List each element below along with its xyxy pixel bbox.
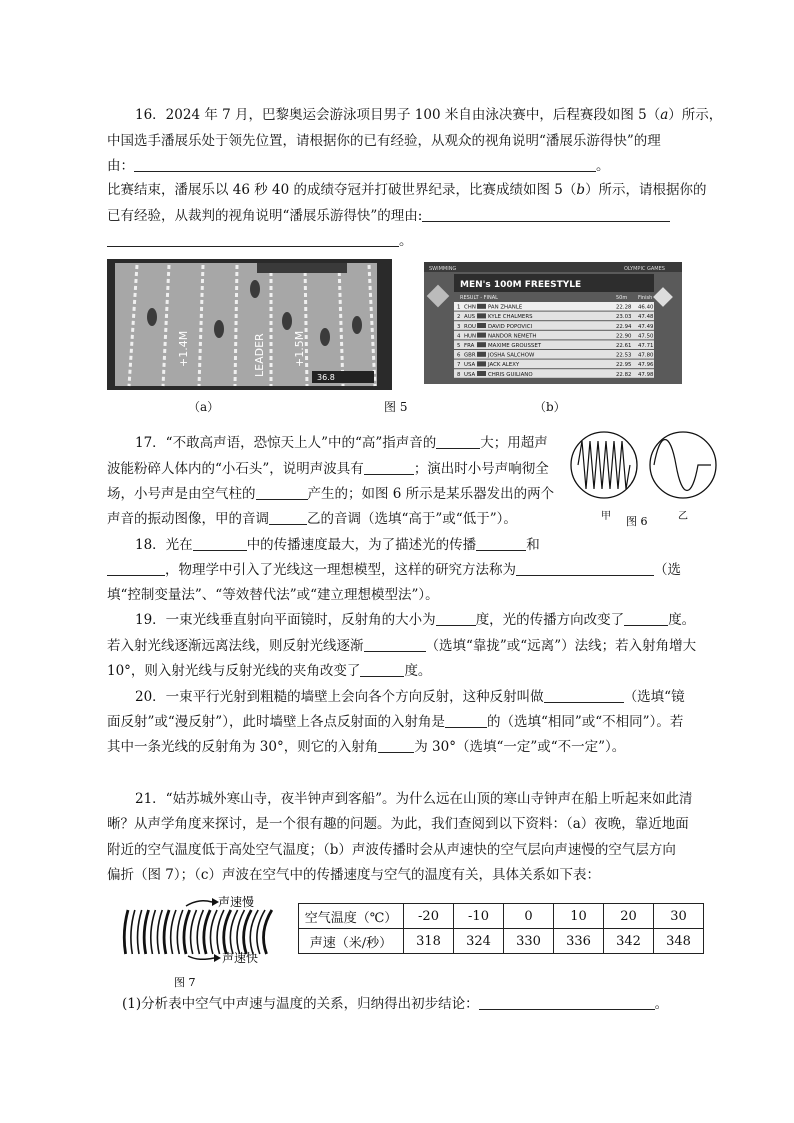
board-rank: 3: [457, 323, 461, 330]
board-rank: 7: [457, 362, 461, 369]
board-finish: 47.48: [638, 314, 654, 321]
table-cell: 318: [404, 929, 454, 954]
q16-line3: [107, 157, 610, 175]
board-rank: 1: [457, 304, 461, 311]
flag-icon: [477, 333, 486, 338]
q18-line2: [107, 561, 681, 579]
q16-fig-a-ref: a: [660, 107, 669, 123]
q16-text: 中国选手潘展乐处于领先位置，请根据你的已有经验，从观众的视角说明“潘展乐游得快”的理: [107, 133, 661, 149]
table-cell: 348: [654, 929, 704, 954]
q19-line1: [135, 611, 695, 629]
q19-text: 19．一束光线垂直射向平面镜时，反射角的大小为: [135, 612, 436, 628]
board-split: 22.53: [616, 352, 632, 359]
table-cell: 336: [554, 929, 604, 954]
q17-text: 产生的；如图 6 所示是某乐器发出的两个: [307, 486, 555, 502]
q20-blank-3[interactable]: [378, 738, 414, 753]
wavefront-line: [171, 910, 176, 954]
label-slow: 声速慢: [218, 895, 255, 909]
table-row-speed: [299, 929, 704, 954]
q16-answer-blank-3[interactable]: [107, 232, 399, 247]
figure-7-sound-refraction: [118, 890, 288, 990]
q16-line5: [107, 207, 670, 225]
wavefront-lines: [124, 910, 272, 954]
q18-blank-3[interactable]: [107, 561, 165, 576]
q17-line3: [107, 485, 554, 503]
fig5b-caption: （b）: [534, 400, 566, 414]
waveform-jia: [571, 432, 637, 498]
q20-blank-1[interactable]: [544, 688, 624, 703]
wavefront-line: [157, 910, 162, 954]
q17-text: 声音的振动图像，甲的音调: [107, 511, 269, 527]
board-nation: AUS: [464, 314, 476, 321]
board-split: 23.03: [616, 314, 632, 321]
q21-text: 偏折（图 7）；（c）声波在空气中的传播速度与空气的温度有关，具体关系如下表：: [107, 867, 600, 883]
figure-5b-result-board: [424, 262, 682, 384]
q19-text: 度。: [668, 612, 696, 628]
wavefront-line: [151, 910, 156, 954]
q18-blank-2[interactable]: [476, 536, 526, 551]
flag-icon: [477, 342, 486, 347]
swim-photo-drawing: [107, 259, 392, 390]
board-name: KYLE CHALMERS: [488, 314, 533, 321]
q21-blank-1[interactable]: [479, 995, 655, 1010]
q16-line2: [107, 132, 661, 150]
wavefront-line: [184, 910, 190, 954]
board-split: 22.94: [616, 323, 632, 330]
table-header-speed: 声速（米/秒）: [299, 929, 404, 954]
q21-line4: [107, 866, 600, 884]
q20-text: 为 30°（选填“一定”或“不一定”）。: [414, 739, 626, 755]
q16-line6: [107, 232, 413, 250]
q19-text: 10°，则入射光线与反射光线的夹角改变了: [107, 663, 361, 679]
board-name: JACK ALEXY: [488, 362, 520, 369]
wavefront-line: [204, 910, 210, 954]
board-split: 22.90: [616, 333, 632, 340]
flag-icon: [477, 352, 486, 357]
table-cell: 324: [454, 929, 504, 954]
board-name: PAN ZHANLE: [488, 304, 523, 311]
wavefront-line: [191, 910, 197, 954]
board-games: OLYMPIC GAMES: [624, 266, 665, 272]
board-finish: 46.40: [638, 304, 654, 311]
q19-text: 若入射光线逐渐远离法线，则反射光线逐渐: [107, 638, 364, 654]
q18-text: 中的传播速度最大，为了描述光的传播: [246, 537, 477, 553]
board-finish: 47.49: [638, 323, 654, 330]
wavefront-line: [131, 910, 135, 954]
wavefront-line: [210, 910, 217, 954]
result-board-drawing: [424, 262, 682, 384]
q16-answer-blank-2[interactable]: [422, 207, 670, 222]
q18-text: ，物理学中引入了光线这一理想模型，这样的研究方法称为: [165, 562, 516, 578]
q21-text: 。: [654, 996, 669, 1012]
label-fast: 声速快: [222, 951, 259, 965]
board-finish: 47.50: [638, 333, 654, 340]
wavefront-line: [224, 910, 231, 954]
flag-icon: [477, 313, 486, 318]
board-col-50m: 50m: [616, 295, 628, 301]
board-split: 22.28: [616, 304, 632, 311]
q18-blank-1[interactable]: [193, 536, 247, 551]
q18-text: 和: [526, 537, 540, 553]
table-cell: 342: [604, 929, 654, 954]
swim-time-readout: 36.8: [317, 373, 335, 382]
q21-sub1: [122, 995, 668, 1013]
q16-text: ）所示，: [668, 107, 723, 123]
flag-icon: [477, 323, 486, 328]
board-nation: USA: [464, 371, 476, 378]
q16-text: 由：: [107, 158, 134, 174]
board-finish: 47.80: [638, 352, 654, 359]
table-cell: 30: [654, 904, 704, 929]
board-name: CHRIS GUILIANO: [488, 371, 533, 378]
waveform-yi: [650, 432, 716, 498]
board-name: NANDOR NEMETH: [488, 333, 537, 340]
q19-blank-4[interactable]: [360, 662, 404, 677]
q20-text: （选填“镜: [623, 689, 685, 705]
table-cell: -10: [454, 904, 504, 929]
fig6-label-jia: 甲: [601, 511, 611, 522]
table-cell: -20: [404, 904, 454, 929]
board-name: JOSHA SALCHOW: [488, 352, 535, 359]
table-cell: 330: [504, 929, 554, 954]
q17-text: 大；用超声: [480, 435, 548, 451]
q21-line3: [107, 841, 676, 859]
q19-line2: [107, 637, 696, 655]
q17-text: 17．“不敢高声语，恐惊天上人”中的“高”指声音的: [135, 435, 437, 451]
wavefront-line: [264, 910, 272, 954]
board-sport: SWIMMING: [429, 266, 457, 272]
q18-blank-4[interactable]: [516, 561, 654, 576]
q16-text: 。: [596, 158, 610, 174]
board-finish: 47.96: [638, 362, 654, 369]
q16-text: 16．2024 年 7 月，巴黎奥运会游泳项目男子 100 米自由泳决赛中，后程赛段如图 5（: [135, 107, 661, 123]
q19-blank-2[interactable]: [624, 611, 668, 626]
q18-line3: [107, 586, 439, 604]
wavefront-line: [144, 910, 148, 954]
q19-text: 度。: [404, 663, 432, 679]
q17-line2: [107, 460, 549, 478]
wavefront-line: [177, 910, 183, 954]
fig5-caption: 图 5: [384, 400, 408, 414]
board-nation: USA: [464, 362, 476, 369]
q20-text: 的（选填“相同”或“不相同”）。若: [486, 714, 684, 730]
figure-5a-swim-photo: [107, 259, 392, 390]
q21-line2: [107, 815, 689, 833]
flag-icon: [477, 304, 486, 309]
q20-text: 面反射”或“漫反射”），此时墙壁上各点反射面的入射角是: [107, 714, 445, 730]
q17-blank-3[interactable]: [256, 485, 308, 500]
q16-text: ）所示，请根据你的: [585, 182, 707, 198]
lane-label-left: +1.4M: [177, 330, 190, 367]
table-row-temp: [299, 904, 704, 929]
board-rank: 4: [457, 333, 461, 340]
fig5a-caption: （a）: [188, 400, 220, 414]
q16-line4: [107, 181, 707, 199]
q20-blank-2[interactable]: [445, 713, 487, 728]
wavefront-line: [124, 910, 128, 954]
board-name: DAVID POPOVICI: [488, 323, 533, 330]
board-rank: 6: [457, 352, 461, 359]
q17-blank-1[interactable]: [436, 434, 480, 449]
q17-blank-4[interactable]: [269, 510, 307, 525]
board-rank: 5: [457, 343, 461, 349]
board-nation: GBR: [464, 352, 476, 359]
table-cell: 20: [604, 904, 654, 929]
q21-text: 附近的空气温度低于高处空气温度；（b）声波传播时会从声速快的空气层向声速慢的空气层方向: [107, 842, 676, 858]
board-title: MEN's 100M FREESTYLE: [460, 280, 582, 290]
wavefront-line: [138, 910, 142, 954]
q21-text: (1)分析表中空气中声速与温度的关系，归纳得出初步结论：: [122, 996, 479, 1012]
q20-text: 其中一条光线的反射角为 30°，则它的入射角: [107, 739, 379, 755]
q19-blank-3[interactable]: [364, 637, 426, 652]
temp-speed-table: [298, 903, 704, 954]
q19-line3: [107, 662, 431, 680]
board-rank: 8: [457, 371, 461, 378]
q18-text: 填“控制变量法”、“等效替代法”或“建立理想模型法”）。: [107, 587, 439, 603]
flag-icon: [477, 371, 486, 376]
q16-answer-blank-1[interactable]: [134, 157, 596, 172]
board-name: MAXIME GROUSSET: [488, 343, 542, 349]
q18-line1: [135, 536, 540, 554]
q20-line3: [107, 738, 625, 756]
q17-text: 场，小号声是由空气柱的: [107, 486, 256, 502]
q19-text: （选填“靠拢”或“远离”）法线；若入射角增大: [425, 638, 697, 654]
q21-text: 21．“姑苏城外寒山寺，夜半钟声到客船”。为什么远在山顶的寒山寺钟声在船上听起来如此清: [135, 791, 693, 807]
q19-blank-1[interactable]: [436, 611, 476, 626]
q17-blank-2[interactable]: [364, 460, 414, 475]
fig6-label-yi: 乙: [678, 511, 688, 522]
table-header-temp: 空气温度（℃）: [299, 904, 404, 929]
q16-line1: [135, 106, 722, 124]
board-finish: 47.98: [638, 371, 654, 378]
q17-text: 乙的音调（选填“高于”或“低于”）。: [307, 511, 517, 527]
board-finish: 47.71: [638, 343, 654, 349]
q17-text: 波能粉碎人体内的“小石头”，说明声波具有: [107, 461, 364, 477]
q21-text: 晰？从声学角度来探讨，是一个很有趣的问题。为此，我们查阅到以下资料：（a）夜晚，靠近地面: [107, 816, 689, 832]
board-col-finish: Finish: [638, 295, 653, 301]
q16-fig-b-ref: b: [576, 182, 586, 198]
table-cell: 0: [504, 904, 554, 929]
lane-label-right: +1.5M: [293, 330, 306, 367]
board-subtitle: RESULT - FINAL: [460, 295, 498, 301]
board-nation: ROU: [464, 323, 476, 330]
board-split: 22.95: [616, 362, 632, 369]
q17-text: ；演出时小号声响彻全: [413, 461, 549, 477]
fig6-caption: 图 6: [626, 515, 648, 528]
arrow-fast-icon: [188, 954, 221, 962]
board-nation: CHN: [464, 304, 476, 311]
board-split: 22.61: [616, 343, 632, 349]
q16-text: 比赛结束，潘展乐以 46 秒 40 的成绩夺冠并打破世界纪录，比赛成绩如图 5（: [107, 182, 577, 198]
q17-line1: [135, 434, 548, 452]
q19-text: 度，光的传播方向改变了: [475, 612, 625, 628]
fig7-caption: 图 7: [174, 976, 196, 989]
flag-icon: [477, 361, 486, 366]
q20-line2: [107, 713, 683, 731]
arrow-slow-icon: [186, 898, 219, 906]
board-split: 22.82: [616, 371, 632, 378]
board-nation: HUN: [464, 333, 477, 340]
table-cell: 10: [554, 904, 604, 929]
q18-text: 18．光在: [135, 537, 193, 553]
board-rank: 2: [457, 314, 461, 321]
q20-line1: [135, 688, 685, 706]
q16-text: 。: [399, 233, 413, 249]
wavefront-line: [197, 910, 203, 954]
q17-line4: [107, 510, 517, 528]
board-nation: FRA: [464, 343, 475, 349]
q21-line1: [135, 790, 692, 808]
wavefront-line: [164, 910, 169, 954]
q20-text: 20．一束平行光射到粗糙的墙壁上会向各个方向反射，这种反射叫做: [135, 689, 544, 705]
figure-6-waveforms: [568, 427, 720, 532]
lane-label-leader: LEADER: [253, 333, 266, 377]
q16-text: 已有经验，从裁判的视角说明“潘展乐游得快”的理由:: [107, 208, 423, 224]
q18-text: （选: [654, 562, 681, 578]
